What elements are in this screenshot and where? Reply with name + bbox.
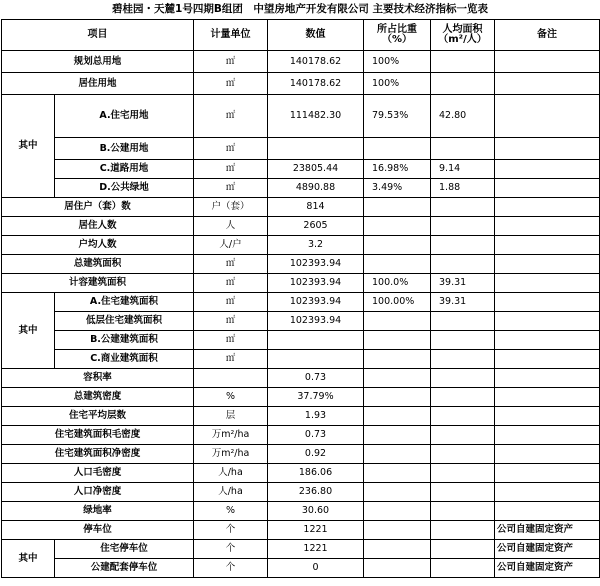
row-per-capita: [431, 521, 495, 540]
group-label-land: 其中: [2, 95, 55, 198]
row-item: 住宅平均层数: [2, 407, 194, 426]
row-item: 容积率: [2, 369, 194, 388]
row-remark: [495, 160, 600, 179]
row-per-capita: [431, 559, 495, 578]
row-value: 140178.62: [268, 73, 364, 95]
row-unit: 万m²/ha: [194, 426, 268, 445]
row-per-capita: [431, 540, 495, 559]
row-remark: [495, 179, 600, 198]
row-remark: 公司自建固定资产: [495, 540, 600, 559]
table-row: [2, 559, 600, 578]
row-item: 停车位: [2, 521, 194, 540]
row-per-capita: [431, 331, 495, 350]
row-per-capita: [431, 369, 495, 388]
row-unit: 人/户: [194, 236, 268, 255]
row-item: 居住用地: [2, 73, 194, 95]
row-value: 1.93: [268, 407, 364, 426]
row-per-capita: [431, 502, 495, 521]
row-per-capita: [431, 198, 495, 217]
row-value: 1221: [268, 521, 364, 540]
row-remark: [495, 217, 600, 236]
row-value: 2605: [268, 217, 364, 236]
row-unit: 个: [194, 540, 268, 559]
row-per-capita: 39.31: [431, 293, 495, 312]
row-unit: ㎡: [194, 73, 268, 95]
row-per-capita: [431, 483, 495, 502]
row-value: 814: [268, 198, 364, 217]
header-value: 数值: [268, 20, 364, 51]
row-remark: [495, 312, 600, 331]
table-row: [2, 293, 600, 312]
row-value: 23805.44: [268, 160, 364, 179]
row-item: 人口毛密度: [2, 464, 194, 483]
row-remark: [495, 426, 600, 445]
row-unit: ㎡: [194, 160, 268, 179]
row-share: 100.0%: [364, 274, 431, 293]
row-unit: %: [194, 502, 268, 521]
row-share: [364, 138, 431, 160]
row-per-capita: [431, 217, 495, 236]
row-remark: [495, 388, 600, 407]
row-share: [364, 312, 431, 331]
table-row: [2, 217, 600, 236]
row-item: C.道路用地: [55, 160, 194, 179]
row-item: 住宅建筑面积净密度: [2, 445, 194, 464]
row-per-capita: [431, 73, 495, 95]
row-value: 236.80: [268, 483, 364, 502]
row-item: 规划总用地: [2, 51, 194, 73]
row-per-capita: 1.88: [431, 179, 495, 198]
row-value: 1221: [268, 540, 364, 559]
row-unit: ㎡: [194, 255, 268, 274]
row-remark: [495, 51, 600, 73]
table-row: [2, 521, 600, 540]
table-row: [2, 95, 600, 138]
table-row: [2, 502, 600, 521]
table-row: [2, 369, 600, 388]
row-unit: ㎡: [194, 274, 268, 293]
row-unit: ㎡: [194, 350, 268, 369]
row-item: 人口净密度: [2, 483, 194, 502]
header-item: 项目: [2, 20, 194, 51]
row-remark: [495, 95, 600, 138]
row-unit: ㎡: [194, 95, 268, 138]
row-value: 3.2: [268, 236, 364, 255]
row-item: 户均人数: [2, 236, 194, 255]
row-remark: 公司自建固定资产: [495, 521, 600, 540]
row-unit: ㎡: [194, 331, 268, 350]
row-unit: 层: [194, 407, 268, 426]
row-item: A.住宅建筑面积: [55, 293, 194, 312]
row-remark: [495, 198, 600, 217]
row-value: [268, 350, 364, 369]
table-row: [2, 388, 600, 407]
row-value: [268, 138, 364, 160]
row-value: 0: [268, 559, 364, 578]
row-share: [364, 483, 431, 502]
row-per-capita: [431, 464, 495, 483]
table-row: [2, 483, 600, 502]
row-share: [364, 521, 431, 540]
table-row: [2, 445, 600, 464]
header-unit: 计量单位: [194, 20, 268, 51]
header-per-capita: 人均面积 （m²/人）: [431, 20, 495, 51]
row-item: 住宅停车位: [55, 540, 194, 559]
row-share: [364, 236, 431, 255]
row-share: [364, 426, 431, 445]
row-share: [364, 369, 431, 388]
row-per-capita: [431, 236, 495, 255]
group-label-floor-area: 其中: [2, 293, 55, 369]
row-share: [364, 217, 431, 236]
row-item: 总建筑面积: [2, 255, 194, 274]
table-row: [2, 274, 600, 293]
row-unit: 人/ha: [194, 464, 268, 483]
row-value: [268, 331, 364, 350]
table-title: 碧桂园・天麓1号四期B组团 中望房地产开发有限公司 主要技术经济指标一览表: [112, 3, 488, 15]
row-remark: [495, 73, 600, 95]
row-per-capita: [431, 255, 495, 274]
row-share: [364, 407, 431, 426]
row-item: 绿地率: [2, 502, 194, 521]
row-value: 30.60: [268, 502, 364, 521]
row-unit: 人/ha: [194, 483, 268, 502]
table-row: [2, 160, 600, 179]
indicator-table: [1, 19, 600, 578]
row-remark: [495, 350, 600, 369]
row-remark: [495, 483, 600, 502]
row-per-capita: 39.31: [431, 274, 495, 293]
header-row: [2, 20, 600, 51]
row-per-capita: [431, 350, 495, 369]
row-remark: [495, 369, 600, 388]
row-unit: ㎡: [194, 293, 268, 312]
row-item: 住宅建筑面积毛密度: [2, 426, 194, 445]
row-remark: [495, 138, 600, 160]
table-row: [2, 73, 600, 95]
row-share: [364, 198, 431, 217]
table-row: [2, 51, 600, 73]
row-remark: [495, 464, 600, 483]
group-label-parking: 其中: [2, 540, 55, 578]
row-unit: ㎡: [194, 179, 268, 198]
row-per-capita: [431, 138, 495, 160]
row-share: 16.98%: [364, 160, 431, 179]
row-share: [364, 445, 431, 464]
row-unit: ㎡: [194, 312, 268, 331]
row-value: 37.79%: [268, 388, 364, 407]
row-item: D.公共绿地: [55, 179, 194, 198]
row-remark: [495, 407, 600, 426]
row-remark: [495, 331, 600, 350]
row-unit: 个: [194, 521, 268, 540]
row-share: 100%: [364, 51, 431, 73]
row-value: 102393.94: [268, 255, 364, 274]
row-per-capita: [431, 407, 495, 426]
table-row: [2, 464, 600, 483]
row-unit: 万m²/ha: [194, 445, 268, 464]
row-item: 公建配套停车位: [55, 559, 194, 578]
row-unit: %: [194, 388, 268, 407]
row-value: 140178.62: [268, 51, 364, 73]
table-row: [2, 255, 600, 274]
table-row: [2, 407, 600, 426]
row-per-capita: 9.14: [431, 160, 495, 179]
row-share: [364, 540, 431, 559]
table-row: [2, 540, 600, 559]
row-remark: 公司自建固定资产: [495, 559, 600, 578]
row-unit: 人: [194, 217, 268, 236]
row-unit: ㎡: [194, 51, 268, 73]
row-share: [364, 388, 431, 407]
row-share: [364, 464, 431, 483]
table-row: [2, 312, 600, 331]
row-item: 居住人数: [2, 217, 194, 236]
table-row: [2, 138, 600, 160]
row-value: 102393.94: [268, 293, 364, 312]
row-share: 79.53%: [364, 95, 431, 138]
row-remark: [495, 274, 600, 293]
row-unit: [194, 369, 268, 388]
row-share: 100.00%: [364, 293, 431, 312]
table-row: [2, 179, 600, 198]
row-share: [364, 559, 431, 578]
row-value: 111482.30: [268, 95, 364, 138]
row-unit: 个: [194, 559, 268, 578]
table-row: [2, 331, 600, 350]
row-share: 3.49%: [364, 179, 431, 198]
row-per-capita: [431, 312, 495, 331]
row-remark: [495, 255, 600, 274]
row-item: 居住户（套）数: [2, 198, 194, 217]
row-per-capita: [431, 426, 495, 445]
row-value: 4890.88: [268, 179, 364, 198]
row-item: 总建筑密度: [2, 388, 194, 407]
row-remark: [495, 502, 600, 521]
row-share: 100%: [364, 73, 431, 95]
row-share: [364, 350, 431, 369]
row-item: 计容建筑面积: [2, 274, 194, 293]
row-share: [364, 255, 431, 274]
row-per-capita: 42.80: [431, 95, 495, 138]
header-share: 所占比重 （%）: [364, 20, 431, 51]
table-row: [2, 426, 600, 445]
row-remark: [495, 445, 600, 464]
row-share: [364, 502, 431, 521]
row-item: 低层住宅建筑面积: [55, 312, 194, 331]
row-value: 0.73: [268, 426, 364, 445]
row-value: 102393.94: [268, 274, 364, 293]
table-row: [2, 350, 600, 369]
row-share: [364, 331, 431, 350]
row-value: 102393.94: [268, 312, 364, 331]
row-value: 186.06: [268, 464, 364, 483]
row-item: B.公建建筑面积: [55, 331, 194, 350]
row-unit: 户（套）: [194, 198, 268, 217]
row-per-capita: [431, 388, 495, 407]
row-per-capita: [431, 51, 495, 73]
row-item: C.商业建筑面积: [55, 350, 194, 369]
row-item: A.住宅用地: [55, 95, 194, 138]
row-remark: [495, 293, 600, 312]
row-item: B.公建用地: [55, 138, 194, 160]
row-remark: [495, 236, 600, 255]
header-remark: 备注: [495, 20, 600, 51]
table-row: [2, 198, 600, 217]
row-per-capita: [431, 445, 495, 464]
row-unit: ㎡: [194, 138, 268, 160]
table-row: [2, 236, 600, 255]
row-value: 0.92: [268, 445, 364, 464]
row-value: 0.73: [268, 369, 364, 388]
